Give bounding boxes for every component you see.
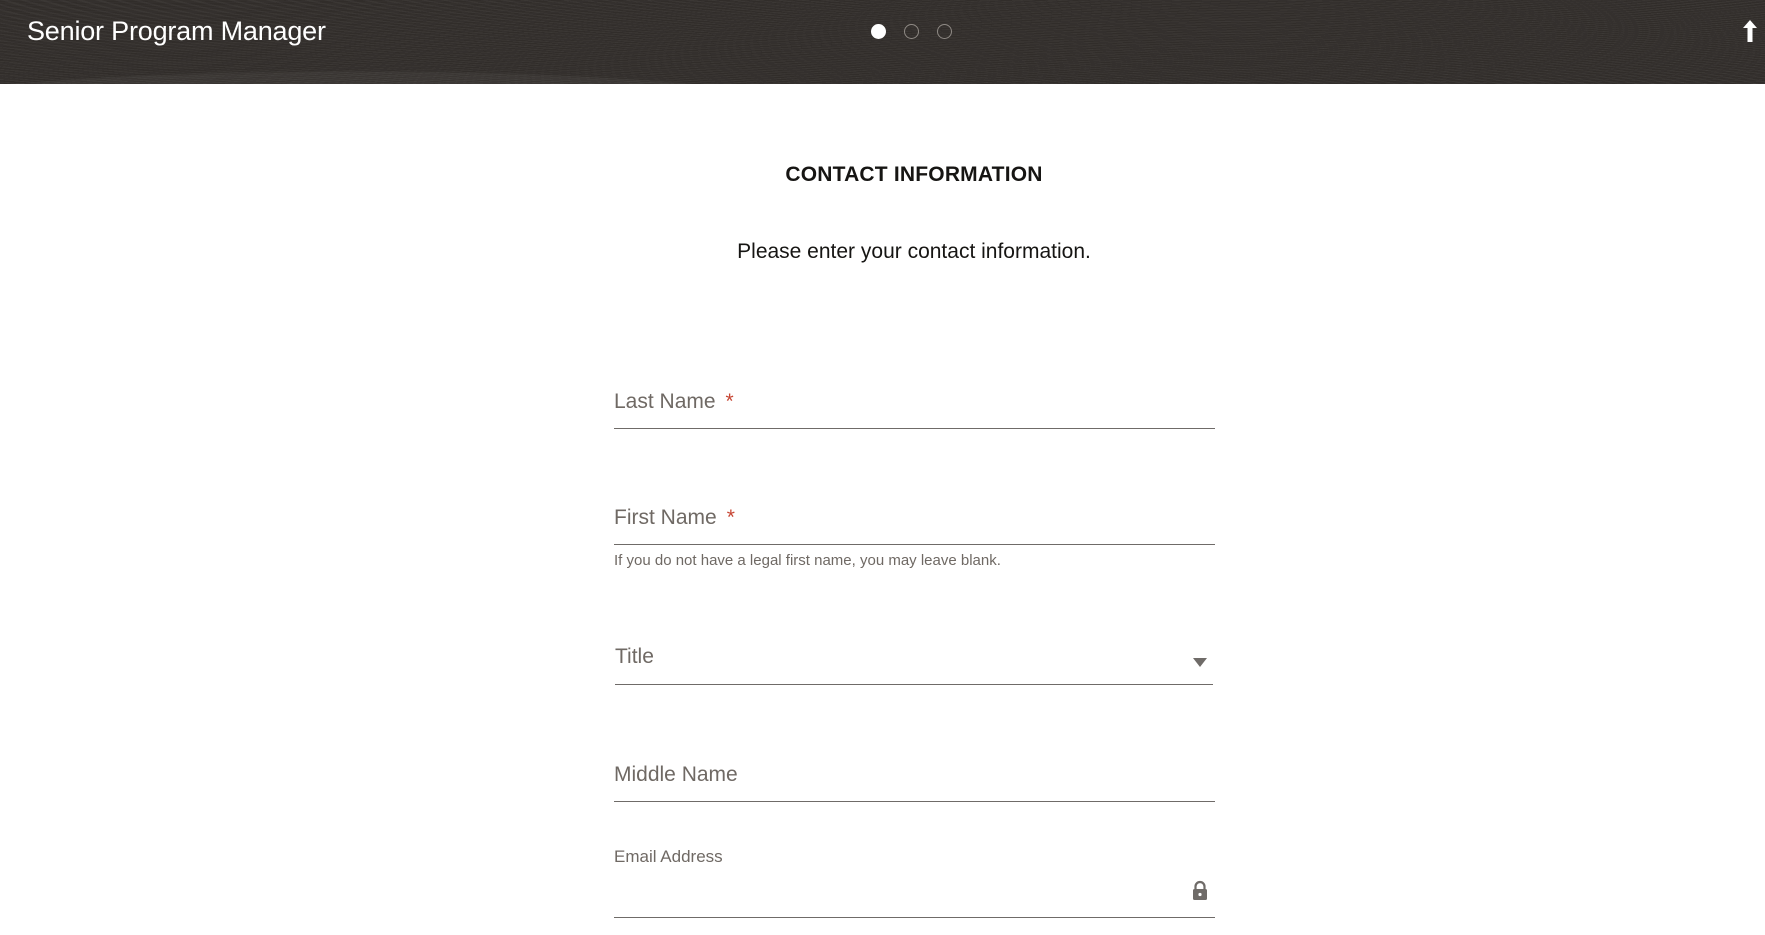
- last-name-field[interactable]: [614, 380, 1215, 429]
- last-name-label: Last Name *: [614, 390, 734, 413]
- lock-icon: [1191, 880, 1209, 902]
- last-name-input[interactable]: [614, 394, 1219, 426]
- title-label: Title: [615, 645, 654, 668]
- step-dot-2[interactable]: [904, 24, 919, 39]
- scroll-top-button[interactable]: [1739, 18, 1761, 44]
- first-name-field[interactable]: [614, 496, 1215, 545]
- required-indicator: *: [725, 390, 734, 413]
- arrow-up-icon: [1739, 18, 1761, 44]
- email-field: [614, 845, 1215, 918]
- job-title: Senior Program Manager: [27, 16, 326, 46]
- title-select[interactable]: [615, 637, 1213, 685]
- first-name-input[interactable]: [614, 510, 1219, 542]
- app-header: [0, 0, 1765, 84]
- middle-name-field[interactable]: [614, 753, 1215, 802]
- step-dot-3[interactable]: [937, 24, 952, 39]
- required-indicator: *: [726, 506, 735, 529]
- middle-name-label: Middle Name: [614, 763, 738, 786]
- section-title: CONTACT INFORMATION: [785, 163, 1043, 186]
- first-name-helper: If you do not have a legal first name, you may leave blank.: [614, 552, 1001, 569]
- chevron-down-icon[interactable]: [1193, 658, 1207, 667]
- email-label: Email Address: [614, 847, 723, 866]
- first-name-label: First Name *: [614, 506, 735, 529]
- middle-name-input[interactable]: [614, 767, 1219, 799]
- section-subtitle: Please enter your contact information.: [737, 240, 1091, 263]
- step-indicator: [871, 24, 952, 39]
- step-dot-1[interactable]: [871, 24, 886, 39]
